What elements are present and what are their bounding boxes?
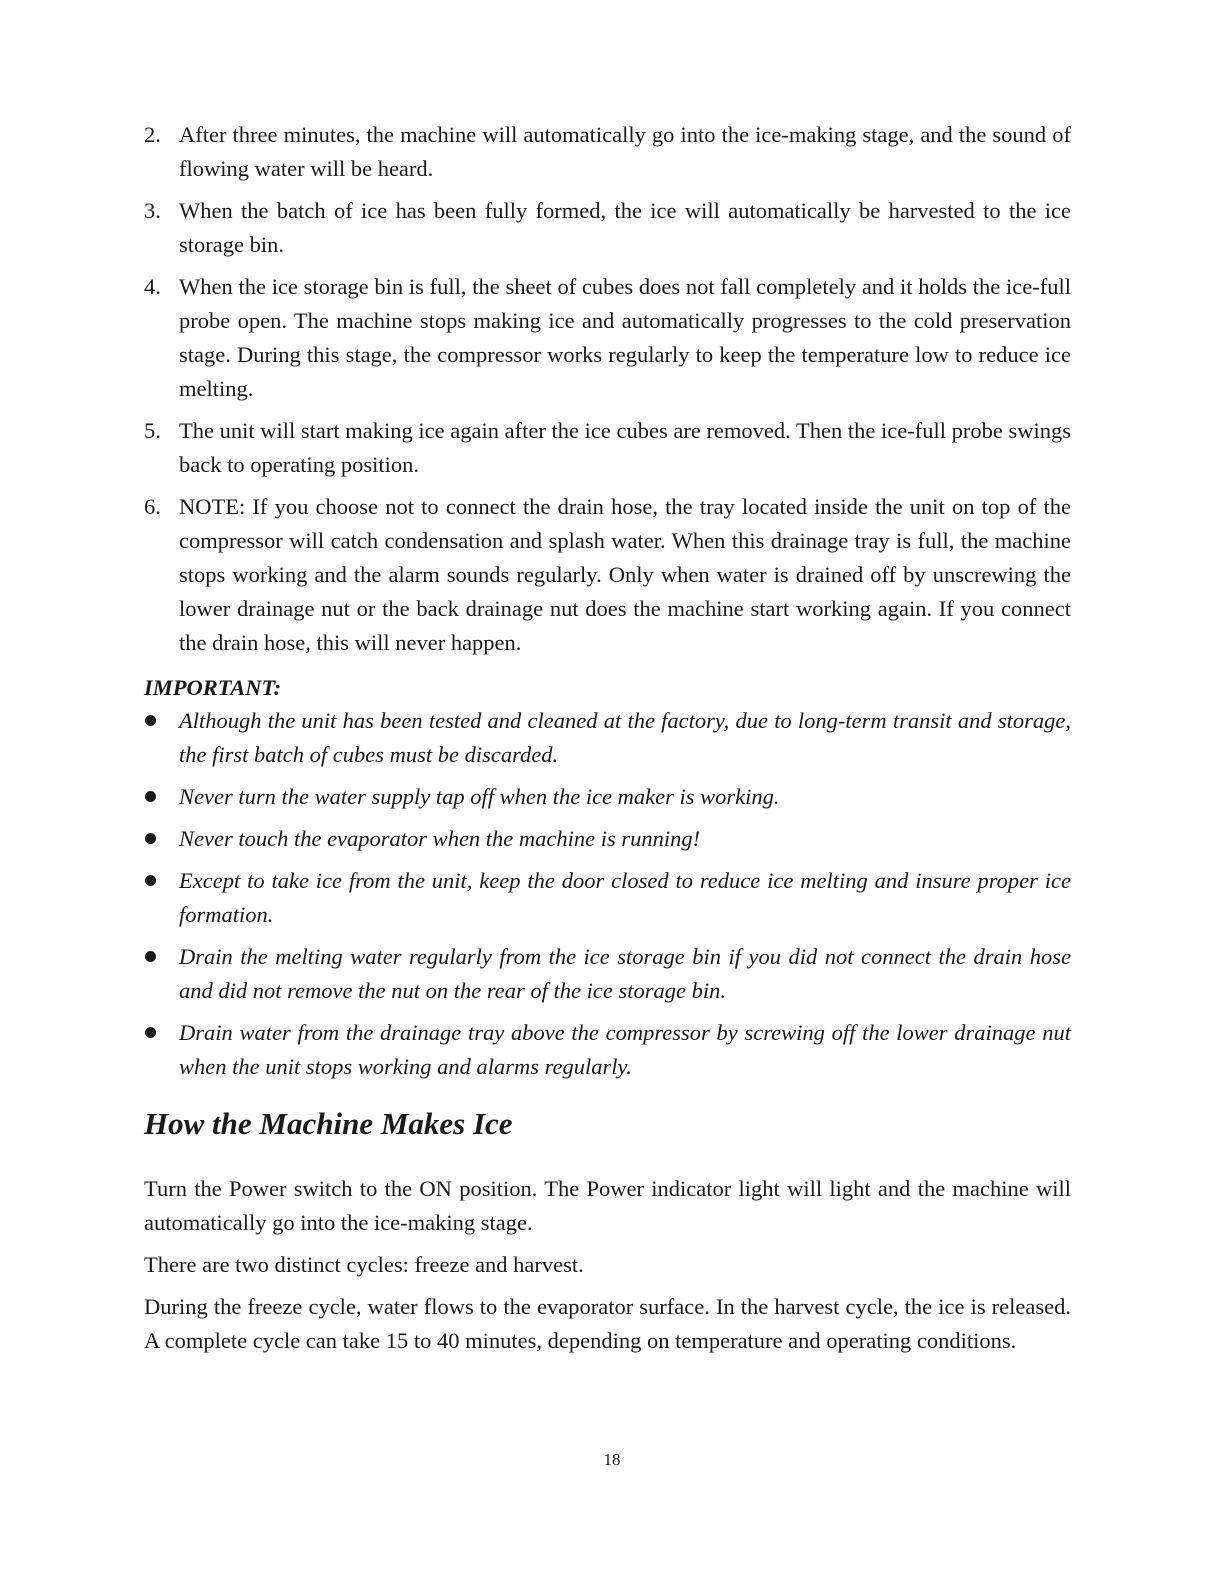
step-text: When the batch of ice has been fully formed, the ice will automatically be harvested to the ice storage bin. (179, 198, 1071, 257)
step-item (144, 194, 1071, 262)
step-item (144, 490, 1071, 660)
important-item (144, 1016, 1071, 1084)
step-text: When the ice storage bin is full, the sheet of cubes does not fall completely and it holds the ice-full probe open. The machine stops making ice and automatically progresses to the cold preservation stage. During this stage, the compressor works regularly to keep the temperature low to reduce ice melting. (179, 274, 1071, 401)
step-item (144, 118, 1071, 186)
important-text: Drain water from the drainage tray above the compressor by screwing off the lower drainage nut when the unit stops working and alarms regularly. (179, 1020, 1071, 1079)
bullet-icon (145, 875, 156, 886)
section-paragraph: There are two distinct cycles: freeze and harvest. (144, 1252, 584, 1277)
important-heading: IMPORTANT: (144, 675, 282, 700)
step-item (144, 270, 1071, 406)
important-text: Never turn the water supply tap off when the ice maker is working. (179, 784, 780, 809)
section-paragraph: Turn the Power switch to the ON position. The Power indicator light will light and the machine will automatically go into the ice-making stage. (144, 1176, 1071, 1235)
bullet-icon (145, 951, 156, 962)
section-paragraph: During the freeze cycle, water flows to the evaporator surface. In the harvest cycle, the ice is released. A complete cycle can take 15 to 40 minutes, depending on temperature and operating conditions. (144, 1294, 1071, 1353)
step-text: The unit will start making ice again after the ice cubes are removed. Then the ice-full probe swings back to operating position. (179, 418, 1071, 477)
important-text: Although the unit has been tested and cleaned at the factory, due to long-term transit and storage, the first batch of cubes must be discarded. (179, 708, 1071, 767)
bullet-icon (145, 715, 156, 726)
step-number: 5. (144, 418, 161, 443)
step-number: 3. (144, 198, 161, 223)
manual-page (144, 118, 1071, 1366)
numbered-steps (144, 118, 1071, 660)
step-text: After three minutes, the machine will automatically go into the ice-making stage, and the sound of flowing water will be heard. (179, 122, 1071, 181)
step-number: 4. (144, 274, 161, 299)
important-text: Drain the melting water regularly from the ice storage bin if you did not connect the drain hose and did not remove the nut on the rear of the ice storage bin. (179, 944, 1071, 1003)
bullet-icon (145, 833, 156, 844)
important-item (144, 940, 1071, 1008)
important-list (144, 704, 1071, 1084)
section-title: How the Machine Makes Ice (144, 1106, 513, 1141)
step-number: 2. (144, 122, 161, 147)
step-item (144, 414, 1071, 482)
step-text: NOTE: If you choose not to connect the drain hose, the tray located inside the unit on top of the compressor will catch condensation and splash water. When this drainage tray is full, the machine stops working and the alarm sounds regularly. Only when water is drained off by unscrewing the lower drainage nut or the back drainage nut does the machine start working again. If you connect the drain hose, this will never happen. (179, 494, 1071, 655)
step-number: 6. (144, 494, 161, 519)
important-text: Except to take ice from the unit, keep the door closed to reduce ice melting and insure proper ice formation. (179, 868, 1071, 927)
bullet-icon (145, 1027, 156, 1038)
bullet-icon (145, 791, 156, 802)
important-text: Never touch the evaporator when the machine is running! (179, 826, 701, 851)
important-item (144, 864, 1071, 932)
important-item (144, 704, 1071, 772)
page-number: 18 (603, 1450, 621, 1469)
important-item (144, 822, 1071, 856)
important-item (144, 780, 1071, 814)
